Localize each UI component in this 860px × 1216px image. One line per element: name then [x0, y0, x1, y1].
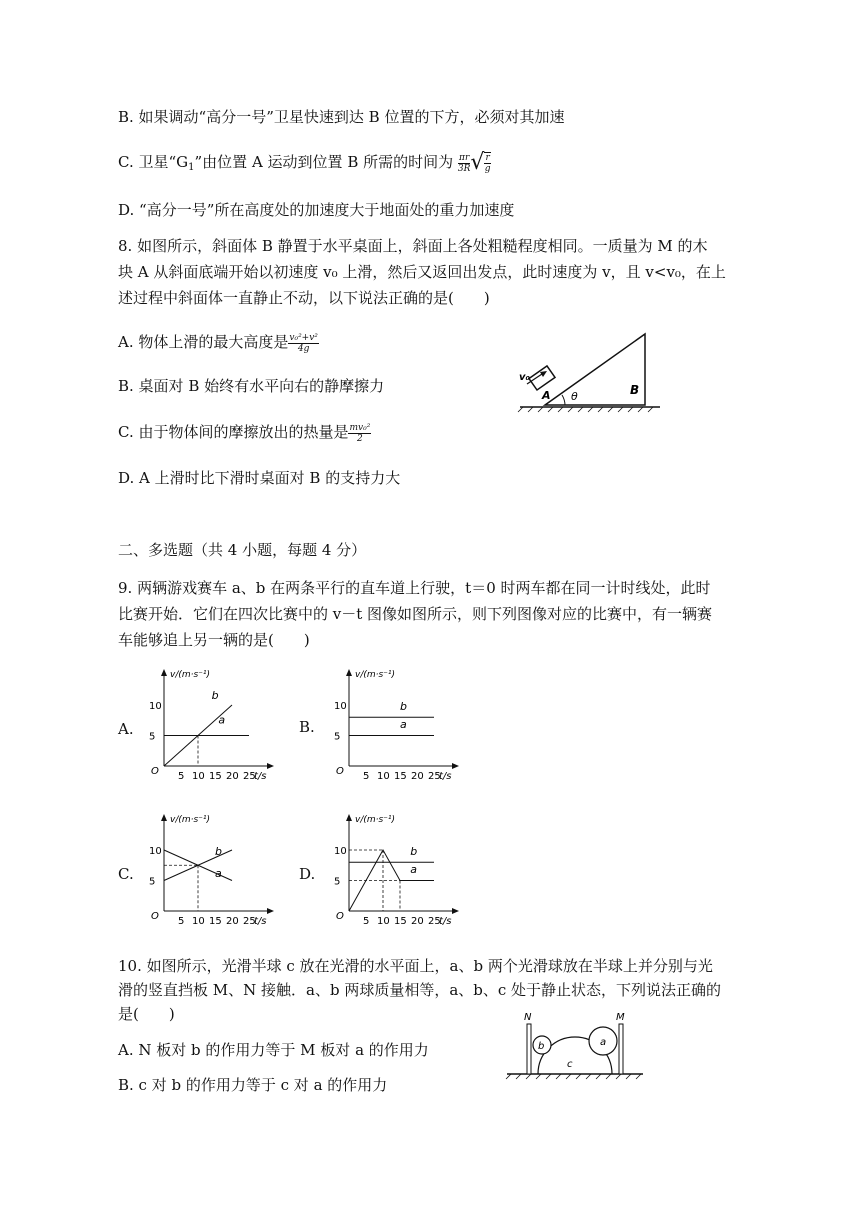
y-axis-label: v/(m·s⁻¹) — [355, 815, 396, 825]
x-axis-arrow — [452, 908, 459, 914]
q10-stem-line3: 是( ) — [118, 1005, 175, 1023]
q8-option-c: C. 由于物体间的摩擦放出的热量是 $\frac{\text{mv₀²}}{2}$ — [118, 422, 371, 444]
series-label-b: b — [215, 844, 222, 858]
origin-label: O — [336, 766, 344, 777]
graph-d-label: D. — [299, 865, 316, 883]
x-tick-label: 20 — [411, 771, 424, 782]
x-tick-label: 15 — [394, 916, 407, 927]
q7-option-b: B. 如果调动“高分一号”卫星快速到达 B 位置的下方，必须对其加速 — [118, 108, 565, 126]
incline-b-label: B — [630, 383, 640, 397]
x-axis-label: t/s — [254, 916, 267, 927]
q8-stem-line3: 述过程中斜面体一直静止不动，以下说法正确的是( ) — [118, 289, 490, 307]
y-tick-label: 10 — [149, 701, 162, 712]
graph-c — [142, 808, 282, 928]
series-label-a: a — [215, 866, 222, 880]
q8-option-b: B. 桌面对 B 始终有水平向右的静摩擦力 — [118, 377, 385, 395]
y-tick-label: 10 — [334, 701, 347, 712]
y-tick-label: 10 — [334, 846, 347, 857]
series-label-a: a — [400, 718, 407, 732]
q10-stem-line1: 10. 如图所示，光滑半球 c 放在光滑的水平面上，a、b 两个光滑球放在半球上并分别与光 — [118, 957, 713, 975]
y-tick-label: 5 — [149, 876, 156, 888]
x-tick-label: 10 — [192, 771, 205, 782]
q9-stem-line1: 9. 两辆游戏赛车 a、b 在两条平行的直车道上行驶，t＝0 时两车都在同一计时线处，此时 — [118, 579, 711, 597]
graph-b-label: B. — [299, 718, 315, 736]
x-axis-arrow — [452, 763, 459, 769]
x-axis-label: t/s — [254, 771, 267, 782]
graph-c-label: C. — [118, 865, 134, 883]
x-tick-label: 20 — [226, 771, 239, 782]
graph-b — [327, 663, 467, 783]
block-a-label: A — [542, 389, 551, 402]
x-tick-label: 25 — [428, 916, 441, 927]
q7-option-c: C. 卫星“$G_1$”由位置 A 运动到位置 B 所需的时间为 $\frac{\pi r}{3R}$ √ $\frac{r}{g}$ — [118, 150, 491, 175]
x-tick-label: 10 — [377, 916, 390, 927]
x-tick-label: 25 — [243, 771, 256, 782]
x-axis-label: t/s — [439, 916, 452, 927]
x-tick-label: 25 — [243, 916, 256, 927]
x-tick-label: 20 — [411, 916, 424, 927]
plate-n-label: N — [524, 1012, 532, 1023]
graph-a-label: A. — [118, 720, 134, 738]
hemisphere-c-label: c — [567, 1059, 573, 1070]
theta-label: θ — [571, 390, 578, 403]
origin-label: O — [336, 911, 344, 922]
series-label-b: b — [211, 688, 219, 702]
x-axis-arrow — [267, 763, 274, 769]
v0-label: v₀ — [519, 372, 530, 383]
q9-stem-line2: 比赛开始．它们在四次比赛中的 v－t 图像如图所示，则下列图像对应的比赛中，有一辆赛 — [118, 605, 713, 623]
x-tick-label: 15 — [209, 771, 222, 782]
q10-option-a: A. N 板对 b 的作用力等于 M 板对 a 的作用力 — [118, 1041, 429, 1059]
x-axis-label: t/s — [439, 771, 452, 782]
plate-m-label: M — [616, 1012, 625, 1023]
series-label-b: b — [400, 699, 407, 713]
y-axis-arrow — [346, 814, 352, 821]
x-tick-label: 5 — [363, 916, 370, 927]
y-axis-label: v/(m·s⁻¹) — [170, 815, 211, 825]
q8-incline-figure — [515, 328, 665, 413]
q8-option-d: D. A 上滑时比下滑时桌面对 B 的支持力大 — [118, 469, 401, 487]
x-tick-label: 15 — [209, 916, 222, 927]
graph-a — [142, 663, 282, 783]
x-tick-label: 5 — [178, 916, 185, 927]
y-tick-label: 10 — [149, 846, 162, 857]
q8-stem-line1: 8. 如图所示，斜面体 B 静置于水平桌面上，斜面上各处粗糙程度相同。一质量为 M 的木 — [118, 237, 708, 255]
y-axis-label: v/(m·s⁻¹) — [355, 670, 396, 680]
x-tick-label: 25 — [428, 771, 441, 782]
y-axis-arrow — [346, 669, 352, 676]
section-title: 二、多选题（共 4 小题，每题 4 分） — [118, 541, 367, 559]
series-label-a: a — [410, 863, 417, 877]
q10-stem-line2: 滑的竖直挡板 M、N 接触．a、b 两球质量相等，a、b、c 处于静止状态，下列说法正确的 — [118, 981, 722, 999]
graph-d — [327, 808, 467, 928]
series-label-b: b — [410, 844, 418, 858]
x-tick-label: 5 — [363, 771, 370, 782]
x-tick-label: 10 — [192, 916, 205, 927]
q8-stem-line2: 块 A 从斜面底端开始以初速度 v₀ 上滑，然后又返回出发点，此时速度为 v，且 v<v₀，在上 — [118, 263, 726, 281]
y-axis-arrow — [161, 669, 167, 676]
origin-label: O — [151, 766, 159, 777]
y-tick-label: 5 — [334, 876, 341, 888]
ball-b-label: b — [538, 1041, 545, 1052]
y-tick-label: 5 — [334, 731, 341, 743]
y-axis-label: v/(m·s⁻¹) — [170, 670, 211, 680]
x-tick-label: 10 — [377, 771, 390, 782]
q8-option-a: A. 物体上滑的最大高度是 $\frac{\text{v₀²+v²}}{4g}$ — [118, 332, 318, 354]
origin-label: O — [151, 911, 159, 922]
series-label-a: a — [218, 713, 226, 727]
x-tick-label: 20 — [226, 916, 239, 927]
y-axis-arrow — [161, 814, 167, 821]
y-tick-label: 5 — [149, 731, 156, 743]
q10-hemisphere-figure — [505, 1010, 645, 1080]
q10-option-b: B. c 对 b 的作用力等于 c 对 a 的作用力 — [118, 1076, 388, 1094]
ball-a-label: a — [600, 1037, 607, 1048]
x-tick-label: 5 — [178, 771, 185, 782]
x-tick-label: 15 — [394, 771, 407, 782]
x-axis-arrow — [267, 908, 274, 914]
q7-option-d: D. “高分一号”所在高度处的加速度大于地面处的重力加速度 — [118, 201, 515, 219]
q9-stem-line3: 车能够追上另一辆的是( ) — [118, 631, 310, 649]
